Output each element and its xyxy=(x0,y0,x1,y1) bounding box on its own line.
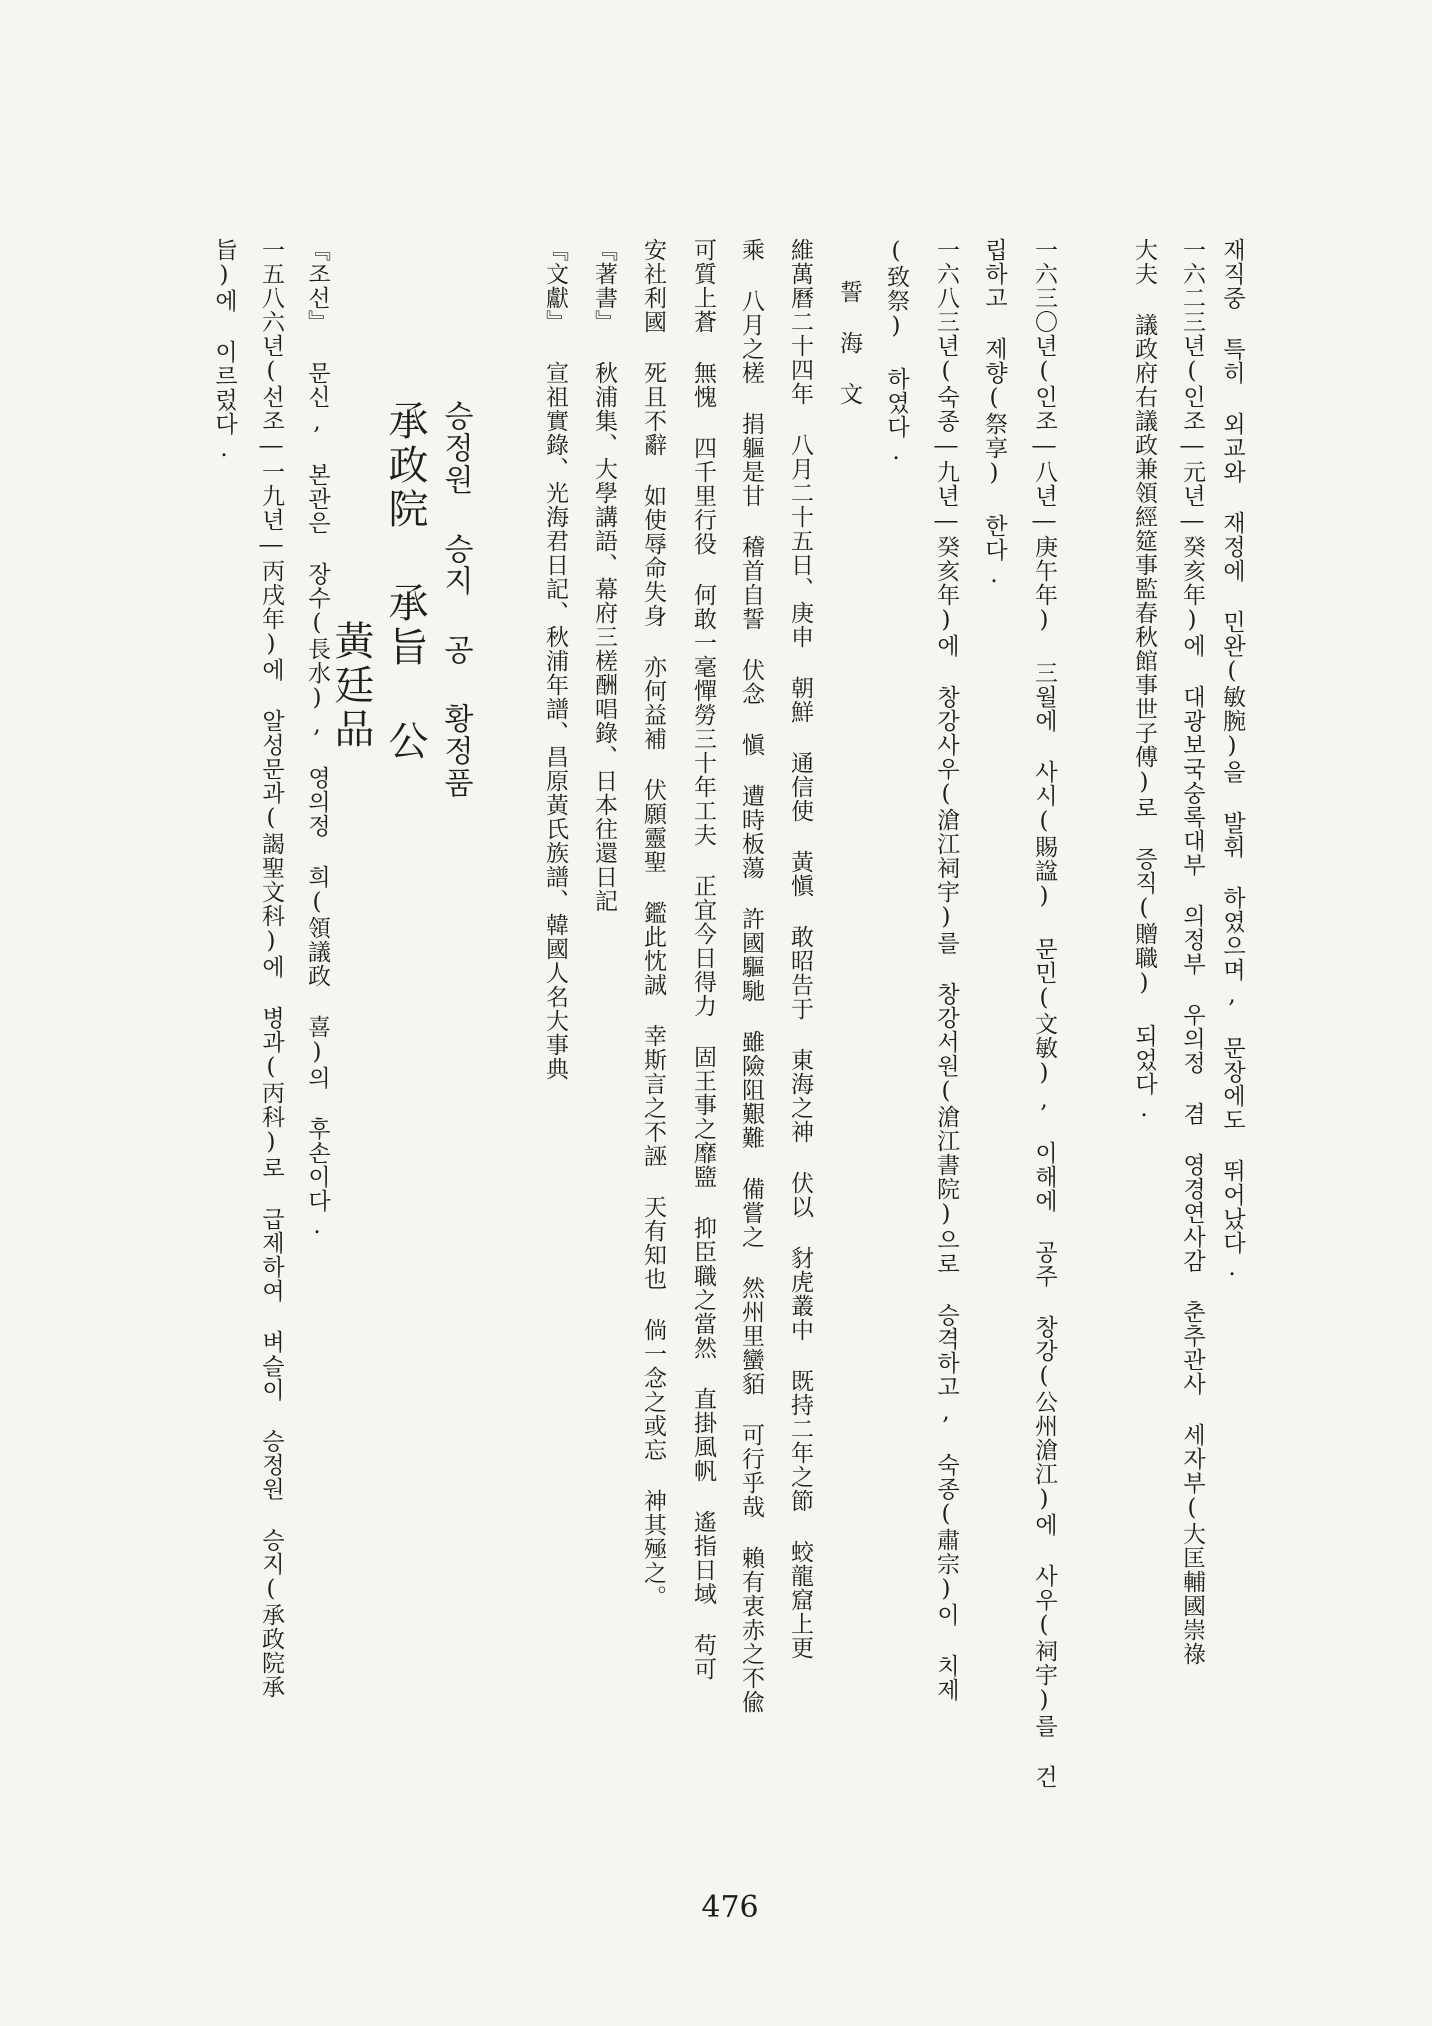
heading-hangul: 승정원 승지 공 황정품 xyxy=(438,400,473,799)
person-heading xyxy=(328,400,473,820)
heading-hanja-part: 黃廷品 xyxy=(328,620,374,752)
text-column: 一六八三년(숙종―九년―癸亥年)에 창강사우(滄江祠宇)를 창강서원(滄江書院)으로 승격하고, 숙종(肅宗)이 치제 xyxy=(933,238,959,1702)
text-column: 大夫 議政府右議政兼領經筵事監春秋館事世子傅)로 증직(贈職) 되었다. xyxy=(1131,238,1157,1123)
text-column: 可質上蒼 無愧 四千里行役 何敢一毫憚勞三十年工夫 正宜今日得力 固王事之靡盬 抑臣職之當然 直掛風帆 遙指日域 苟可 xyxy=(690,238,716,1681)
page-number: 476 xyxy=(701,1890,759,1925)
heading-hanja-title xyxy=(377,400,434,764)
text-column: 『文獻』 宣祖實錄、光海君日記、秋浦年譜、昌原黃氏族譜、韓國人名大事典 xyxy=(542,238,568,1081)
text-column: 維萬曆二十四年 八月二十五日、庚申 朝鮮 通信使 黃愼 敢昭告于 東海之神 伏以 豺虎叢中 既持二年之節 蛟龍窟上更 xyxy=(787,238,813,1660)
text-column: (致祭) 하였다. xyxy=(883,238,909,466)
text-column: 旨)에 이르렀다. xyxy=(211,238,237,463)
text-column: 一六三〇년(인조―八년―庚午年) 三월에 사시(賜諡) 문민(文敏), 이해에 공주 창강(公州滄江)에 사우(祠宇)를 건 xyxy=(1031,238,1057,1789)
text-column: 재직중 특히 외교와 재정에 민완(敏腕)을 발휘 하였으며, 문장에도 뛰어났다. xyxy=(1219,238,1245,1282)
text-column: 一六二三년(인조―元년―癸亥年)에 대광보국숭록대부 의정부 우의정 겸 영경연사감 춘추관사 세자부(大匡輔國崇祿 xyxy=(1179,238,1205,1666)
heading-hanja-part: 承政院 承旨 公 xyxy=(382,400,428,764)
text-column: 『조선』 문신, 본관은 장수(長水), 영의정 희(領議政 喜)의 후손이다. xyxy=(304,238,330,1240)
text-column: 安社利國 死且不辭 如使辱命失身 亦何益補 伏願靈聖 鑑此忱誠 幸斯言之不誣 天有知也 倘一念之或忘 神其殛之。 xyxy=(640,238,666,1609)
section-heading-oath: 誓 海 文 xyxy=(836,280,862,406)
text-column: 『著書』 秋浦集、大學講語、幕府三槎酬唱錄、日本往還日記 xyxy=(591,238,617,913)
text-column: 乘 八月之槎 捐軀是甘 稽首自誓 伏念 愼 遭時板蕩 許國驅馳 雖險阻艱難 備嘗之 然州里蠻貊 可行乎哉 賴有衷赤之不偸 xyxy=(738,238,764,1714)
text-column: 一五八六년(선조―一九년―丙戌年)에 알성문과(謁聖文科)에 병과(丙科)로 급제하여 벼슬이 승정원 승지(承政院承 xyxy=(258,238,284,1699)
text-column: 립하고 제향(祭享) 한다. xyxy=(981,238,1007,589)
